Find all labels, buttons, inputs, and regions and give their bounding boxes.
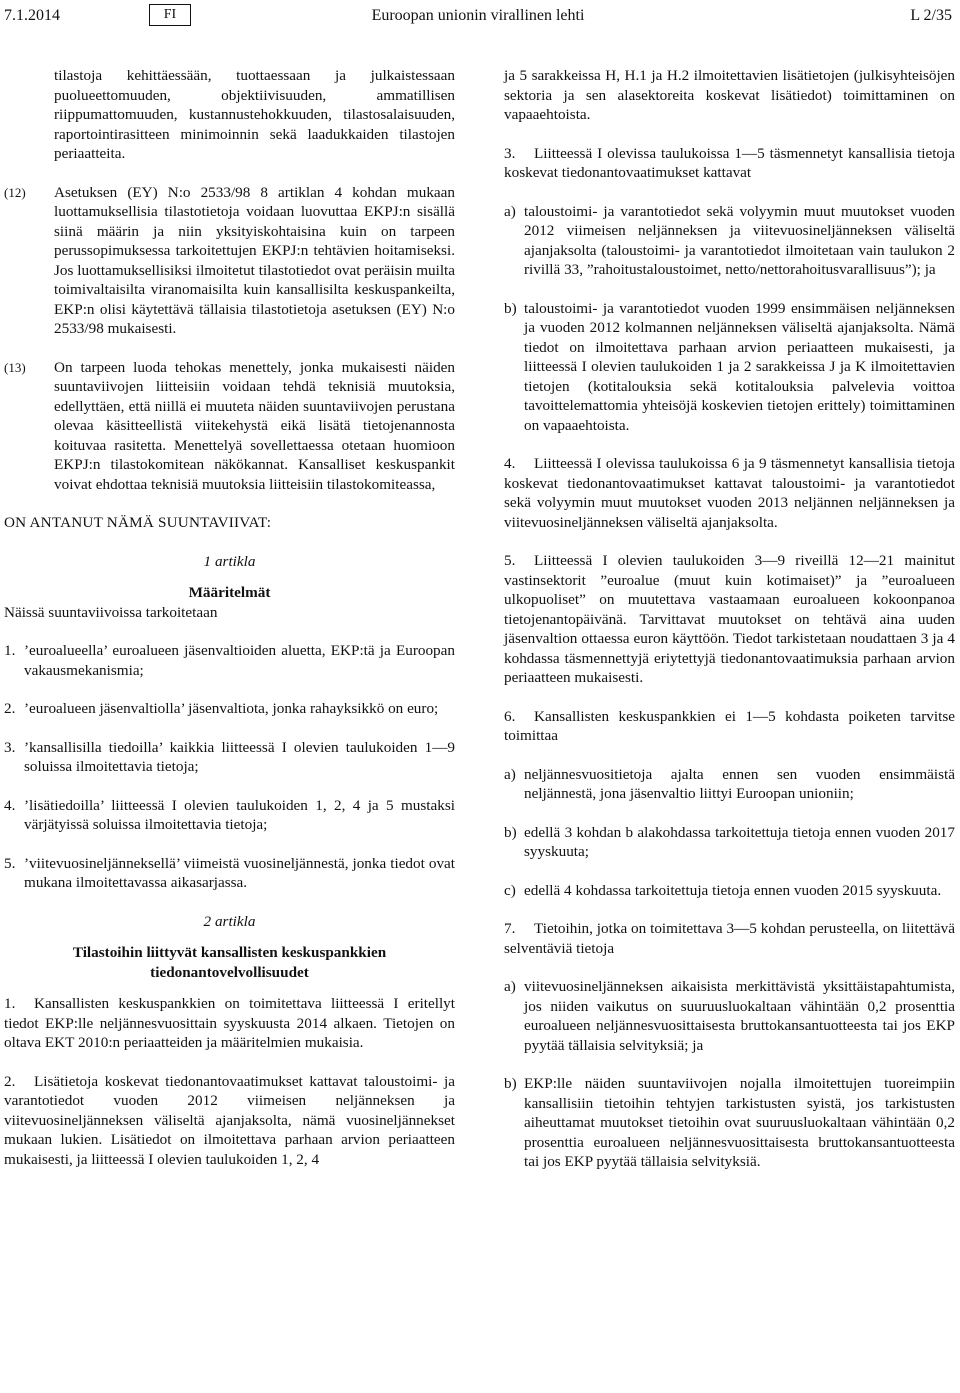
issue-date: 7.1.2014 [4, 7, 60, 24]
article-1-intro: Näissä suuntaviivoissa tarkoitetaan [4, 603, 218, 621]
list-item [504, 765, 955, 804]
item-text: taloustoimi- ja varantotiedot vuoden 1999 ensimmäisen neljänneksen ja vuoden 2012 kolmannen neljänneksen väliseltä ajanjaksolta. Nämä tiedot on ilmoitettava parhaan arvion periaatteen mukaisesti, ja liitteessä I olevien taulukoiden 1 ja 2 sarakkeissa J ja K ilmoitettavien tietojen (kotitalouksia sekä kotitalouksia palvelevia voittoa tavoittelemattomia yhteisöjä koskevien tietojen erittely) toimittaminen on vapaaehtoista. [524, 299, 955, 434]
paragraph-2-continued: ja 5 sarakkeissa H, H.1 ja H.2 ilmoitettavien lisätietojen (julkisyhteisöjen sektoria ja sen alasektoreita koskevat lisätiedot) toimittaminen on vapaaehtoista. [504, 67, 955, 123]
item-text: EKP:lle näiden suuntaviivojen nojalla ilmoitettujen tuoreimpiin kansallisiin tietoihin tehtyjen tarkistusten syistä, jos tarkistusten aiheuttamat muutokset tietoihin ovat suuruusluokaltaan vähintään 0,2 prosenttia euroalueen neljännesvuosittaisesta bruttokansantuotteesta tai jos EKP pyytää tällaisia selvityksiä. [524, 1075, 955, 1170]
item-marker: 3. [4, 738, 16, 756]
item-marker: 2. [4, 700, 16, 717]
list-item [504, 977, 955, 1055]
item-text: viitevuosineljänneksen aikaisista merkittävistä yksittäistapahtumista, jos niiden vaikutus on suuruusluokaltaan vähintään 0,2 prosenttia euroalueen neljännesvuosittaisesta bruttokansantuotteesta tai jos EKP pyytää tällaisia selvityksiä; ja [524, 978, 955, 1054]
recital-number: (12) [4, 184, 26, 200]
article-2-heading: 2 artikla [203, 912, 256, 930]
article-2-paragraph-1: 1. Kansallisten keskuspankkien on toimitettava liitteessä I eritellyt tiedot EKP:lle neljännesvuosittain syyskuusta 2014 alkaen. Tietojen on oltava EKT 2010:n periaatteiden ja määritelmien mukaisia. [4, 995, 455, 1051]
list-item [504, 823, 955, 862]
list-item [504, 881, 955, 901]
item-text: ’euroalueella’ euroalueen jäsenvaltioiden aluetta, EKP:tä ja Euroopan vakausmekanismia; [24, 642, 455, 679]
article-2-paragraph-3: 3. Liitteessä I olevissa taulukoissa 1—5 täsmennetyt kansallisia tietoja koskevat tiedonantovaatimukset kattavat [504, 144, 955, 181]
item-marker: b) [504, 1075, 517, 1092]
definition-item [4, 641, 455, 680]
paragraph-3-items [504, 202, 955, 436]
item-marker: a) [504, 202, 516, 220]
article-2-paragraph-5: 5. Liitteessä I olevien taulukoiden 3—9 riveillä 12—21 mainitut vastinsektorit ”euroalue (muut kuin kotimaiset)” ja ”euroalueen ulkopuoliset” on muutettava vastaamaan euroalueen kokoonpanoa tietojenantopäivänä. Tarvittavat muutokset on tehtävä aina uuden jäsenvaltion ottaessa euron käyttöön. Tiedot tarkistetaan noudattaen 3 ja 4 kohdassa täsmennettyjä eriytettyjä tiedonantovaatimuksia parhaan arvion periaatteen mukaisesti. [504, 552, 955, 686]
definition-item [4, 854, 455, 893]
recital-12 [4, 183, 455, 339]
article-1-title: Määritelmät [188, 584, 271, 601]
item-text: edellä 3 kohdan b alakohdassa tarkoitettuja tietoja ennen vuoden 2017 syyskuuta; [524, 823, 955, 860]
definition-item [4, 738, 455, 777]
item-text: taloustoimi- ja varantotiedot sekä volyymin muut muutokset vuoden 2012 viimeisen neljänneksen ja viitevuosineljänneksen väliseltä ajanjaksolta (taloustoimi- ja varantotiedot ilmoitetaan vain taulukon 2 rivillä 33, ”rahoitustaloustoimet, netto/nettorahoitusvarallisuus”); ja [524, 202, 955, 278]
item-text: edellä 4 kohdassa tarkoitettuja tietoja ennen vuoden 2015 syyskuuta. [524, 881, 942, 899]
paragraph-7-items [504, 977, 955, 1172]
paragraph-6-items [504, 765, 955, 901]
list-item [504, 202, 955, 280]
item-text: ’euroalueen jäsenvaltiolla’ jäsenvaltiota, jonka rahayksikkö on euro; [24, 700, 439, 717]
item-marker: a) [504, 765, 516, 783]
item-marker: a) [504, 978, 516, 995]
journal-title: Euroopan unionin virallinen lehti [371, 7, 585, 24]
recital-11-continued: tilastoja kehittäessään, tuottaessaan ja julkaistessaan puolueettomuuden, objektiivisuuden, ammatillisen riippumattomuuden, kustannustehokkuuden, tilastosalaisuuden, raportointirasitteen minimoinnin sekä laadukkaiden tilastojen periaatteita. [54, 67, 455, 162]
item-text: ’lisätiedoilla’ liitteessä I olevien taulukoiden 1, 2, 4 ja 5 mustaksi värjätyissä soluissa ilmoitettavia tietoja; [24, 796, 455, 833]
recital-text: On tarpeen luoda tehokas menettely, jonka mukaisesti näiden suuntaviivojen liitteisiin voidaan tehdä teknisiä muutoksia, edellyttäen, että niillä ei muuteta näiden suuntaviivojen perustana olevaa käsitteellistä viitekehystä eikä lisätä tietojenannosta koituvaa rasitetta. Menettelyä sovellettaessa otetaan huomioon EKPJ:n tilastokomitean näkökannat. Kansalliset keskuspankit voivat ehdottaa teknisiä muutoksia liitteisiin tilastokomiteassa, [54, 358, 455, 493]
definition-item [4, 796, 455, 835]
item-text: ’kansallisilla tiedoilla’ kaikkia liitteessä I olevien taulukoiden 1—9 soluissa ilmoitettavia tietoja; [24, 738, 455, 775]
right-column [504, 66, 955, 1172]
article-2-paragraph-2: 2. Lisätietoja koskevat tiedonantovaatimukset kattavat taloustoimi- ja varantotiedot vuoden 2012 viimeisen neljänneksen ja viitevuosineljänneksen väliseltä ajanjaksolta, nämä vuosineljännekset mukaan lukien. Lisätiedot on ilmoitettava parhaan arvion periaatteen mukaisesti, ja liitteessä I olevien taulukoiden 1, 2, 4 [4, 1072, 455, 1168]
item-text: neljännesvuositietoja ajalta ennen sen vuoden ensimmäistä neljännestä, jona jäsenvaltio liittyi Euroopan unioniin; [524, 765, 955, 802]
enacting-formula: ON ANTANUT NÄMÄ SUUNTAVIIVAT: [4, 514, 272, 531]
journal-header [4, 4, 952, 30]
article-2-title: Tilastoihin liittyvät kansallisten keskuspankkien tiedonantovelvollisuudet [72, 944, 387, 981]
left-column [4, 66, 455, 1169]
definition-item [4, 699, 455, 719]
item-marker: b) [504, 823, 517, 841]
item-marker: b) [504, 299, 517, 317]
recital-number: (13) [4, 359, 26, 375]
item-marker: 5. [4, 854, 16, 872]
article-1-heading: 1 artikla [203, 552, 256, 570]
list-item [504, 1074, 955, 1172]
article-2-paragraph-7: 7. Tietoihin, jotka on toimitettava 3—5 kohdan perusteella, on liitettävä selventäviä tietoja [504, 920, 955, 957]
page-number: L 2/35 [910, 7, 952, 24]
item-marker: 1. [4, 642, 16, 659]
recital-13 [4, 358, 455, 495]
recital-text: Asetuksen (EY) N:o 2533/98 8 artiklan 4 kohdan mukaan luottamuksellisia tilastotietoja voidaan luovuttaa EKPJ:n sisällä siinä määrin ja niin yksityiskohtaisina kuin on tarpeen perussopimuksessa tarkoitettujen EKPJ:n tehtävien hoitamiseksi. Jos luottamuksellisiksi ilmoitetut tilastotiedot ovat peräisin muilta toimivaltaisilta viranomaisilta kuin kansallisilta keskuspankeilta, EKP:n olisi käytettävä tällaisia tilastotietoja asetuksen (EY) N:o 2533/98 mukaisesti. [54, 183, 455, 337]
list-item [504, 299, 955, 436]
article-2-paragraph-6: 6. Kansallisten keskuspankkien ei 1—5 kohdasta poiketen tarvitse toimittaa [504, 707, 955, 744]
language-box: FI [149, 4, 191, 26]
definitions-list [4, 641, 455, 893]
item-marker: c) [504, 881, 516, 899]
article-2-paragraph-4: 4. Liitteessä I olevissa taulukoissa 6 ja 9 täsmennetyt kansallisia tietoja koskevat tiedonantovaatimukset kattavat taloustoimi- ja varantotiedot sekä volyymin muut muutokset vuoden 2013 neljännen neljänneksen ja viitevuosineljänneksen väliseltä ajanjaksolta. [504, 455, 955, 531]
item-text: ’viitevuosineljänneksellä’ viimeistä vuosineljännestä, jonka tiedot ovat mukana ilmoitettavassa aikasarjassa. [24, 854, 455, 891]
item-marker: 4. [4, 796, 16, 814]
